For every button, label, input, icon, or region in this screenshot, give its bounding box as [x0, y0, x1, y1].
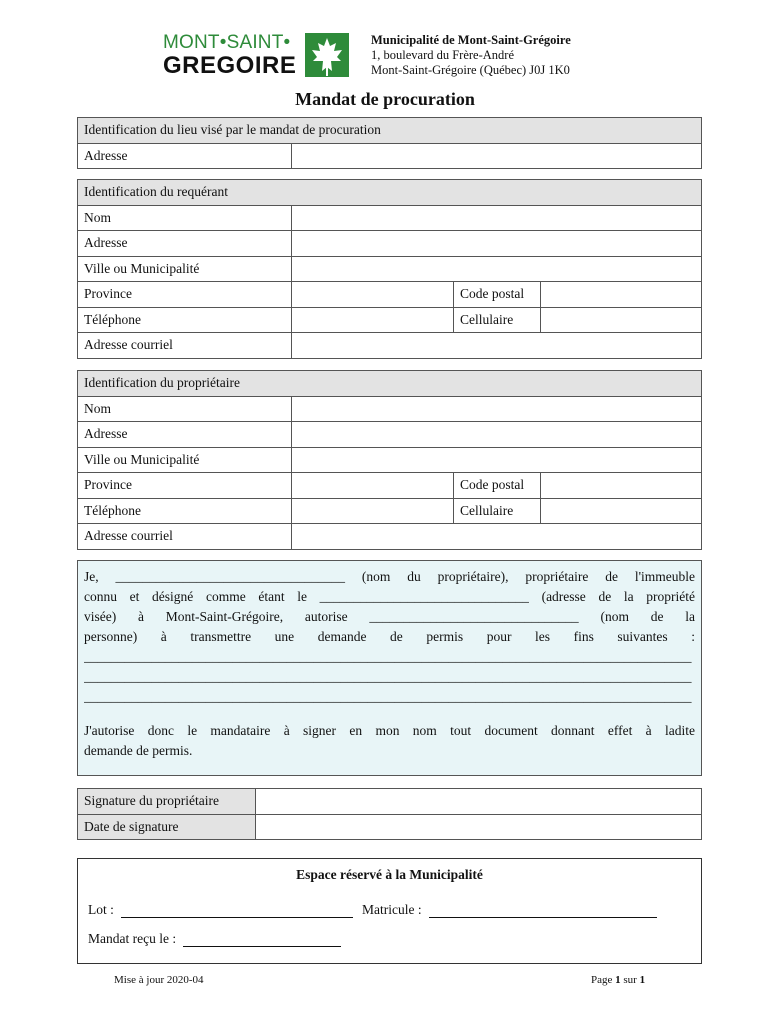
- proprietaire-telephone-label: Téléphone: [78, 498, 292, 524]
- signature-field[interactable]: [256, 789, 702, 815]
- proprietaire-header: Identification du propriétaire: [78, 371, 702, 397]
- page-prefix: Page: [591, 974, 613, 986]
- requerant-header: Identification du requérant: [78, 180, 702, 206]
- mandat-recu-field[interactable]: [183, 932, 341, 947]
- signature-table: [77, 788, 702, 840]
- lot-row: [88, 902, 353, 918]
- matricule-label: Matricule :: [362, 902, 422, 917]
- municipality-name: Municipalité de Mont-Saint-Grégoire: [371, 33, 571, 47]
- requerant-adresse-field[interactable]: [292, 231, 702, 257]
- requerant-province-label: Province: [78, 282, 292, 308]
- requerant-cellulaire-label: Cellulaire: [454, 307, 541, 333]
- municipality-reserved-box: [77, 858, 702, 964]
- requerant-code-postal-field[interactable]: [541, 282, 702, 308]
- requerant-code-postal-label: Code postal: [454, 282, 541, 308]
- page-current: 1: [615, 974, 621, 986]
- requerant-province-field[interactable]: [292, 282, 454, 308]
- requerant-telephone-label: Téléphone: [78, 307, 292, 333]
- matricule-row: [362, 902, 657, 918]
- lieu-adresse-label: Adresse: [78, 143, 292, 169]
- proprietaire-table: [77, 370, 702, 550]
- street-address: 1, boulevard du Frère-André: [371, 48, 515, 62]
- requerant-ville-field[interactable]: [292, 256, 702, 282]
- mandat-recu-label: Mandat reçu le :: [88, 931, 177, 946]
- proprietaire-cellulaire-label: Cellulaire: [454, 498, 541, 524]
- proprietaire-cellulaire-field[interactable]: [541, 498, 702, 524]
- lot-label: Lot :: [88, 902, 114, 917]
- requerant-nom-field[interactable]: [292, 205, 702, 231]
- requerant-courriel-field[interactable]: [292, 333, 702, 359]
- proprietaire-adresse-label: Adresse: [78, 422, 292, 448]
- maple-leaf-icon: [305, 33, 349, 77]
- proprietaire-courriel-label: Adresse courriel: [78, 524, 292, 550]
- proprietaire-code-postal-label: Code postal: [454, 473, 541, 499]
- purpose-blank-3[interactable]: __________________________________________________________________________________________: [84, 689, 692, 704]
- requerant-adresse-label: Adresse: [78, 231, 292, 257]
- mandate-line-1: Je, __________________________________ (nom du propriétaire), propriétaire de l'immeuble: [84, 569, 695, 584]
- date-signature-field[interactable]: [256, 814, 702, 840]
- municipality-logo: [163, 30, 353, 82]
- lot-field[interactable]: [121, 903, 353, 918]
- page-number: [591, 974, 645, 986]
- mandate-line-3: visée) à Mont-Saint-Grégoire, autorise _______________________________ (nom de la: [84, 609, 695, 624]
- purpose-blank-1[interactable]: __________________________________________________________________________________________: [84, 649, 692, 664]
- proprietaire-province-label: Province: [78, 473, 292, 499]
- reserved-title: Espace réservé à la Municipalité: [296, 867, 483, 882]
- mandate-line-4: personne) à transmettre une demande de permis pour les fins suivantes :: [84, 629, 695, 644]
- page-total: 1: [639, 974, 646, 986]
- requerant-courriel-label: Adresse courriel: [78, 333, 292, 359]
- lieu-table: [77, 117, 702, 169]
- proprietaire-code-postal-field[interactable]: [541, 473, 702, 499]
- proprietaire-nom-field[interactable]: [292, 396, 702, 422]
- proprietaire-province-field[interactable]: [292, 473, 454, 499]
- matricule-field[interactable]: [429, 903, 657, 918]
- lieu-adresse-field[interactable]: [292, 143, 702, 169]
- page-sep: sur: [623, 974, 637, 986]
- municipality-address: [371, 33, 571, 78]
- proprietaire-ville-field[interactable]: [292, 447, 702, 473]
- logo-text-line2: GREGOIRE: [163, 52, 297, 79]
- proprietaire-telephone-field[interactable]: [292, 498, 454, 524]
- mandate-closing-1: J'autorise donc le mandataire à signer en mon nom tout document donnant effet à ladite: [84, 723, 695, 738]
- proprietaire-ville-label: Ville ou Municipalité: [78, 447, 292, 473]
- mandat-recu-row: [88, 931, 341, 947]
- purpose-blank-2[interactable]: __________________________________________________________________________________________: [84, 669, 692, 684]
- requerant-nom-label: Nom: [78, 205, 292, 231]
- lieu-header: Identification du lieu visé par le mandat de procuration: [78, 118, 702, 144]
- signature-label: Signature du propriétaire: [78, 789, 256, 815]
- proprietaire-courriel-field[interactable]: [292, 524, 702, 550]
- mandate-statement: [77, 560, 702, 776]
- proprietaire-nom-label: Nom: [78, 396, 292, 422]
- logo-text-line1: MONT•SAINT•: [163, 32, 291, 53]
- requerant-table: [77, 179, 702, 359]
- requerant-ville-label: Ville ou Municipalité: [78, 256, 292, 282]
- requerant-telephone-field[interactable]: [292, 307, 454, 333]
- mandate-line-2: connu et désigné comme étant le _______________________________ (adresse de la propriété: [84, 589, 695, 604]
- date-signature-label: Date de signature: [78, 814, 256, 840]
- requerant-cellulaire-field[interactable]: [541, 307, 702, 333]
- mandate-closing-2: demande de permis.: [84, 743, 193, 758]
- city-postal: Mont-Saint-Grégoire (Québec) J0J 1K0: [371, 63, 570, 77]
- proprietaire-adresse-field[interactable]: [292, 422, 702, 448]
- update-date: Mise à jour 2020-04: [114, 974, 204, 986]
- page-title: Mandat de procuration: [295, 89, 475, 109]
